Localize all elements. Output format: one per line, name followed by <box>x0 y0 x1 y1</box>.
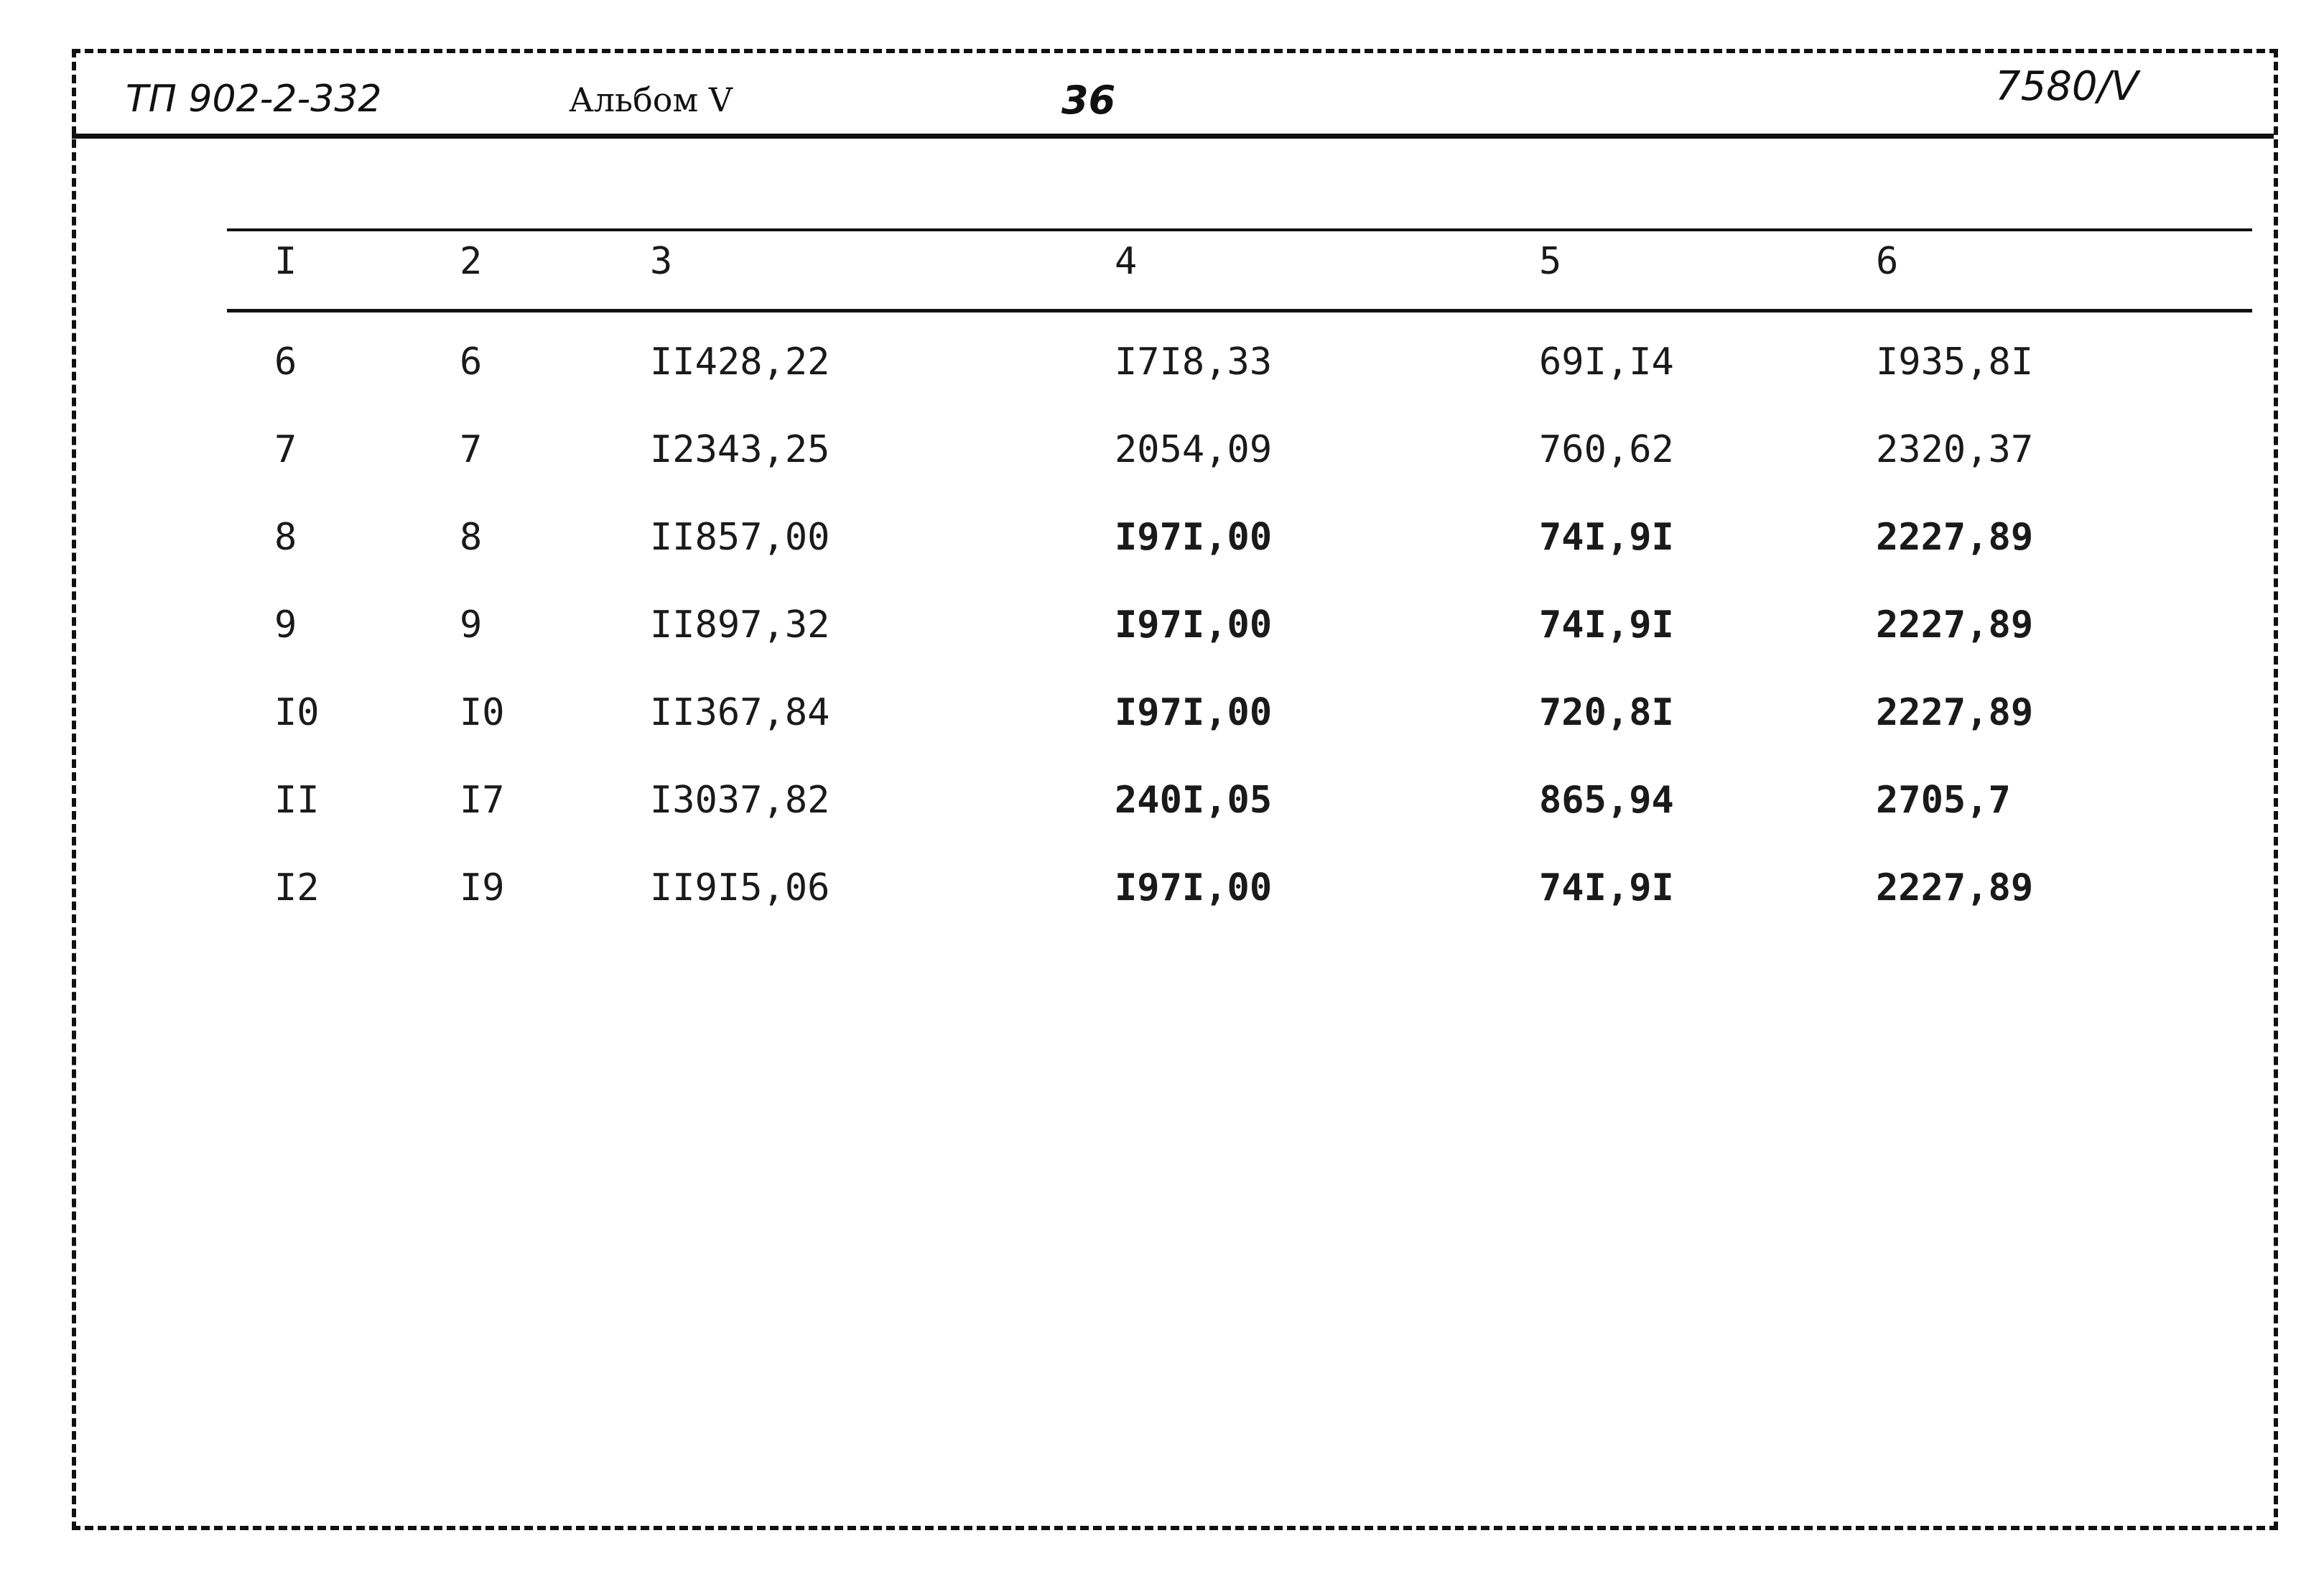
table-cell-r4-c6: 2227,89 <box>1876 603 2034 647</box>
sheet-reference: 7580/V <box>1995 63 2139 110</box>
table-cell-r1-c5: 69I,I4 <box>1539 341 1674 384</box>
document-code: ТП 902-2-332 <box>126 78 382 121</box>
column-header-4: 4 <box>1115 240 1138 283</box>
header-divider <box>72 134 2274 139</box>
table-cell-r3-c1: 8 <box>274 516 297 559</box>
table-cell-r5-c2: I0 <box>460 691 505 734</box>
table-cell-r6-c2: I7 <box>460 779 505 822</box>
table-cell-r2-c2: 7 <box>460 428 483 471</box>
table-cell-r7-c5: 74I,9I <box>1539 866 1674 909</box>
table-cell-r2-c1: 7 <box>274 428 297 471</box>
table-cell-r6-c1: II <box>274 779 320 822</box>
table-cell-r2-c5: 760,62 <box>1539 428 1674 471</box>
album-label: Альбом V <box>569 80 733 119</box>
table-cell-r5-c3: II367,84 <box>650 691 830 734</box>
table-cell-r2-c6: 2320,37 <box>1876 428 2034 471</box>
table-cell-r4-c2: 9 <box>460 603 483 647</box>
table-cell-r5-c6: 2227,89 <box>1876 691 2034 734</box>
page-number: 36 <box>1061 78 1116 123</box>
table-cell-r4-c3: II897,32 <box>650 603 830 647</box>
table-cell-r7-c4: I97I,00 <box>1115 866 1273 909</box>
table-cell-r1-c2: 6 <box>460 341 483 384</box>
table-cell-r7-c1: I2 <box>274 866 320 909</box>
table-cell-r1-c4: I7I8,33 <box>1115 341 1273 384</box>
table-cell-r1-c3: II428,22 <box>650 341 830 384</box>
table-cell-r1-c1: 6 <box>274 341 297 384</box>
table-cell-r3-c4: I97I,00 <box>1115 516 1273 559</box>
table-cell-r1-c6: I935,8I <box>1876 341 2034 384</box>
table-header-rule <box>227 309 2252 312</box>
column-header-2: 2 <box>460 240 483 283</box>
table-cell-r2-c4: 2054,09 <box>1115 428 1273 471</box>
table-cell-r3-c6: 2227,89 <box>1876 516 2034 559</box>
table-cell-r7-c6: 2227,89 <box>1876 866 2034 909</box>
table-cell-r5-c4: I97I,00 <box>1115 691 1273 734</box>
table-cell-r6-c4: 240I,05 <box>1115 779 1273 822</box>
table-cell-r3-c2: 8 <box>460 516 483 559</box>
column-header-3: 3 <box>650 240 673 283</box>
table-cell-r7-c3: II9I5,06 <box>650 866 830 909</box>
table-cell-r7-c2: I9 <box>460 866 505 909</box>
table-cell-r3-c5: 74I,9I <box>1539 516 1674 559</box>
table-cell-r4-c1: 9 <box>274 603 297 647</box>
table-cell-r5-c5: 720,8I <box>1539 691 1674 734</box>
table-cell-r3-c3: II857,00 <box>650 516 830 559</box>
table-cell-r4-c4: I97I,00 <box>1115 603 1273 647</box>
table-cell-r2-c3: I2343,25 <box>650 428 830 471</box>
table-cell-r6-c5: 865,94 <box>1539 779 1674 822</box>
table-top-rule <box>227 228 2252 231</box>
table-cell-r6-c3: I3037,82 <box>650 779 830 822</box>
table-cell-r4-c5: 74I,9I <box>1539 603 1674 647</box>
column-header-6: 6 <box>1876 240 1899 283</box>
column-header-1: I <box>274 240 297 283</box>
table-cell-r5-c1: I0 <box>274 691 320 734</box>
column-header-5: 5 <box>1539 240 1562 283</box>
table-cell-r6-c6: 2705,7 <box>1876 779 2011 822</box>
